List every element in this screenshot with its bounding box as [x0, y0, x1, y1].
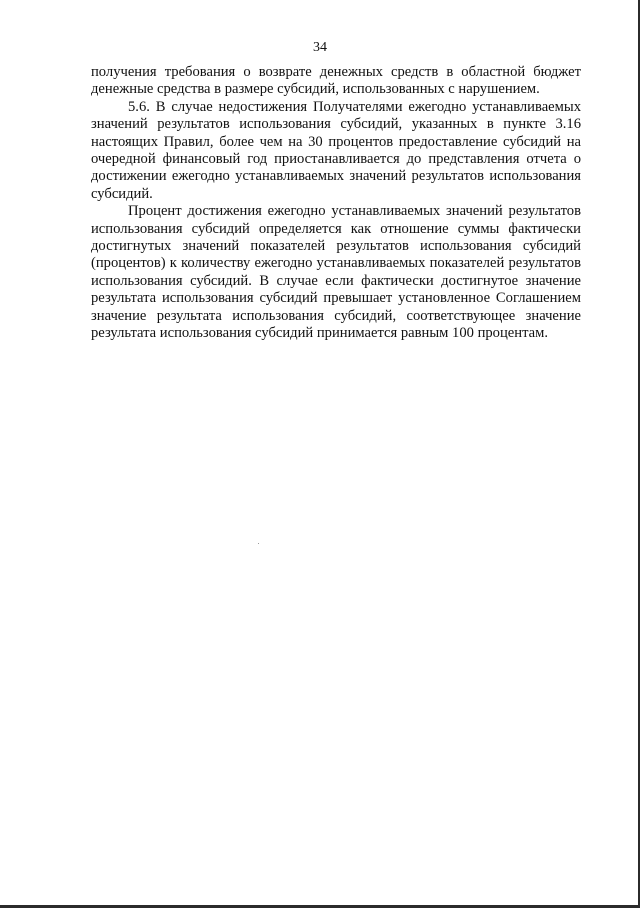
paragraph-clause-5-6: 5.6. В случае недостижения Получателями ежегодно устанавливаемых значений результатов использования субсидий, указанных в пункте 3.16 настоящих Правил, более чем на 30 процентов предоставление субсидий на очередной финансовый год приостанавливается до представления отчета о достижении ежегодно устанавливаемых значений результатов использования субсидий. — [91, 98, 581, 202]
scan-speck — [258, 543, 259, 544]
document-body — [91, 64, 581, 343]
paragraph-continuation: получения требования о возврате денежных средств в областной бюджет денежные средства в размере субсидий, использованных с нарушением. — [91, 64, 581, 98]
paragraph-achievement-percent: Процент достижения ежегодно устанавливаемых значений результатов использования субсидий определяется как отношение суммы фактически достигнутых значений показателей результатов использования субсидий (процентов) к количеству ежегодно устанавливаемых показателей результатов использования субсидий. В случае если фактически достигнутое значение результата использования субсидий превышает установленное Соглашением значение результата использования субсидий, соответствующее значение результата использования субсидий принимается равным 100 процентам. — [91, 203, 581, 342]
page-number: 34 — [313, 40, 327, 55]
